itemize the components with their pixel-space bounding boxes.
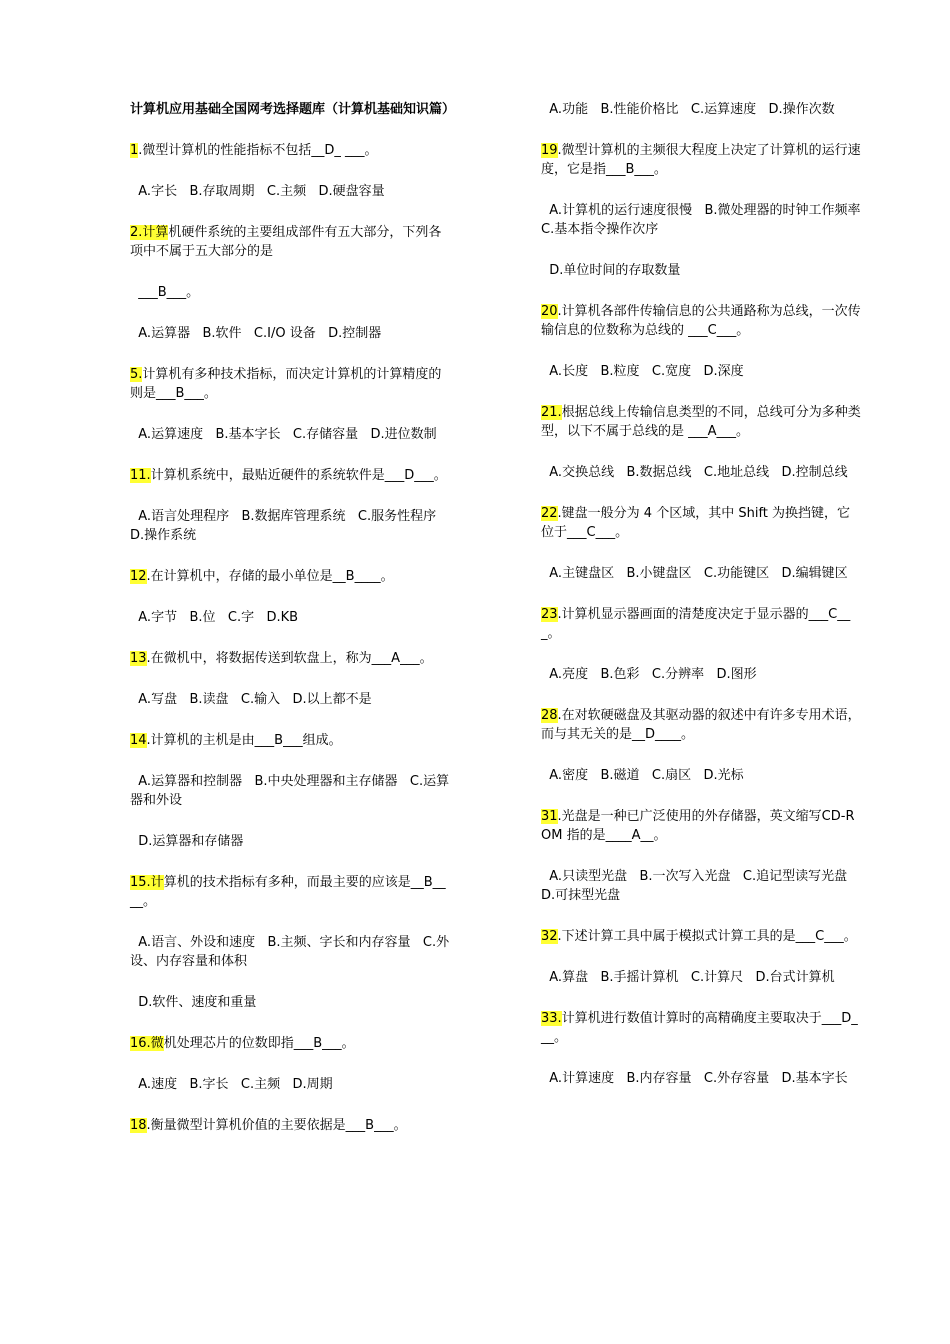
question-text: [130, 365, 450, 403]
question-text: [541, 504, 863, 542]
paragraph-text: A.语言处理程序 B.数据库管理系统 C.服务性程序 D.操作系统: [130, 509, 449, 543]
question-number-highlight: 14: [130, 733, 147, 748]
question-text: [130, 567, 450, 586]
answer-options: [541, 362, 863, 381]
question-number-highlight: 2.计算: [130, 225, 169, 240]
paragraph-text: .在微机中，将数据传送到软盘上，称为___A___。: [146, 651, 433, 666]
paragraph-text: A.功能 B.性能价格比 C.运算速度 D.操作次数: [541, 102, 835, 117]
question-text: [130, 223, 450, 261]
answer-options: [130, 772, 450, 810]
question-number-highlight: 21.: [541, 405, 562, 420]
paragraph-text: A.语言、外设和速度 B.主频、字长和内存容量 C.外设、内存容量和体积: [130, 935, 450, 969]
paragraph-text: A.亮度 B.色彩 C.分辨率 D.图形: [541, 667, 757, 682]
question-text: [130, 466, 450, 485]
paragraph-text: .下述计算工具中属于模拟式计算工具的是___C___。: [557, 929, 857, 944]
answer-options: [541, 968, 863, 987]
question-number-highlight: 32: [541, 929, 558, 944]
question-text: [541, 1009, 863, 1047]
paragraph-text: .在计算机中，存储的最小单位是__B____。: [146, 569, 394, 584]
paragraph-text: A.密度 B.磁道 C.扇区 D.光标: [541, 768, 744, 783]
question-number-highlight: 31: [541, 809, 558, 824]
question-text: [541, 807, 863, 845]
question-number-highlight: 18: [130, 1118, 147, 1133]
answer-options: [541, 766, 863, 785]
answer-options: [130, 507, 450, 545]
answer-options: [541, 1069, 863, 1088]
question-text: [130, 873, 450, 911]
paragraph-text: A.字长 B.存取周期 C.主频 D.硬盘容量: [130, 184, 385, 199]
paragraph-text: A.交换总线 B.数据总线 C.地址总线 D.控制总线: [541, 465, 848, 480]
answer-options: [541, 867, 863, 905]
answer-options: [541, 201, 873, 239]
question-text: [130, 1116, 450, 1135]
answer-options: [130, 182, 450, 201]
answer-options: [130, 1075, 450, 1094]
paragraph-text: .计算机的主机是由___B___组成。: [146, 733, 342, 748]
question-text: [541, 403, 863, 441]
answer-options: [130, 608, 450, 627]
paragraph-text: .键盘一般分为 4 个区域，其中 Shift 为换挡键，它位于___C___。: [541, 506, 851, 540]
paragraph-text: A.计算速度 B.内存容量 C.外存容量 D.基本字长: [541, 1071, 848, 1086]
question-text: [541, 302, 863, 340]
question-number-highlight: 13: [130, 651, 147, 666]
paragraph-text: A.运算器和控制器 B.中央处理器和主存储器 C.运算器和外设: [130, 774, 450, 808]
answer-options: [541, 665, 863, 684]
question-number-highlight: 15.计: [130, 875, 164, 890]
answer-options: [130, 324, 450, 343]
question-number-highlight: 23: [541, 607, 558, 622]
question-number-highlight: 16.微: [130, 1036, 164, 1051]
paragraph-text: A.计算机的运行速度很慢 B.微处理器的时钟工作频率 C.基本指令操作次序: [541, 203, 873, 237]
document-title: 计算机应用基础全国网考选择题库（计算机基础知识篇）: [130, 102, 456, 117]
paragraph-text: D.运算器和存储器: [130, 834, 244, 849]
paragraph-text: A.算盘 B.手摇计算机 C.计算尺 D.台式计算机: [541, 970, 835, 985]
question-number-highlight: 5.: [130, 367, 143, 382]
paragraph-text: 机硬件系统的主要组成部件有五大部分，下列各项中不属于五大部分的是: [130, 225, 442, 259]
question-number-highlight: 19: [541, 143, 558, 158]
question-number-highlight: 33.: [541, 1011, 562, 1026]
paragraph-text: .计算机各部件传输信息的公共通路称为总线，一次传输信息的位数称为总线的 ___C___。: [541, 304, 861, 338]
answer-options: [130, 832, 450, 851]
paragraph-text: 机处理芯片的位数即指___B___。: [163, 1036, 355, 1051]
answer-options: [130, 993, 450, 1012]
paragraph-text: 计算机有多种技术指标，而决定计算机的计算精度的则是___B___。: [130, 367, 442, 401]
left-question-list: [130, 141, 450, 1135]
answer-options: [130, 283, 450, 302]
paragraph-text: .微型计算机的性能指标不包括__D_ ___。: [138, 143, 378, 158]
answer-options: [130, 933, 450, 971]
right-question-list: [541, 100, 873, 1088]
paragraph-text: .光盘是一种已广泛使用的外存储器，英文缩写CD-ROM 指的是____A__。: [541, 809, 855, 843]
paragraph-text: A.运算速度 B.基本字长 C.存储容量 D.进位数制: [130, 427, 437, 442]
question-number-highlight: 12: [130, 569, 147, 584]
paragraph-text: .计算机显示器画面的清楚度决定于显示器的___C___。: [541, 607, 851, 641]
question-number-highlight: 28: [541, 708, 558, 723]
question-text: [130, 141, 450, 160]
answer-options: [541, 100, 863, 119]
paragraph-text: 计算机系统中，最贴近硬件的系统软件是___D___。: [150, 468, 447, 483]
answer-options: [130, 690, 450, 709]
paragraph-text: D.单位时间的存取数量: [541, 263, 681, 278]
question-text: [130, 1034, 450, 1053]
paragraph-text: A.主键盘区 B.小键盘区 C.功能键区 D.编辑键区: [541, 566, 848, 581]
question-number-highlight: 1: [130, 143, 139, 158]
paragraph-text: A.长度 B.粒度 C.宽度 D.深度: [541, 364, 744, 379]
question-text: [130, 649, 450, 668]
paragraph-text: 计算机进行数值计算时的高精确度主要取决于___D___。: [541, 1011, 858, 1045]
paragraph-text: A.字节 B.位 C.字 D.KB: [130, 610, 299, 625]
paragraph-text: A.速度 B.字长 C.主频 D.周期: [130, 1077, 333, 1092]
answer-options: [541, 261, 863, 280]
question-text: [541, 927, 863, 946]
answer-options: [541, 463, 863, 482]
paragraph-text: .在对软硬磁盘及其驱动器的叙述中有许多专用术语，而与其无关的是__D____。: [541, 708, 861, 742]
paragraph-text: A.运算器 B.软件 C.I/O 设备 D.控制器: [130, 326, 382, 341]
paragraph-text: 根据总线上传输信息类型的不同，总线可分为多种类型，以下不属于总线的是 ___A___。: [541, 405, 861, 439]
answer-options: [130, 425, 450, 444]
answer-options: [541, 564, 863, 583]
question-number-highlight: 11.: [130, 468, 151, 483]
paragraph-text: 算机的技术指标有多种，而最主要的应该是__B____。: [130, 875, 446, 909]
question-text: [541, 706, 863, 744]
paragraph-text: .衡量微型计算机价值的主要依据是___B___。: [146, 1118, 407, 1133]
paragraph-text: ___B___。: [130, 285, 200, 300]
paragraph-text: A.只读型光盘 B.一次写入光盘 C.追记型读写光盘 D.可抹型光盘: [541, 869, 860, 903]
question-text: [130, 731, 450, 750]
question-number-highlight: 20: [541, 304, 558, 319]
paragraph-text: .微型计算机的主频很大程度上决定了计算机的运行速度，它是指___B___。: [541, 143, 861, 177]
question-number-highlight: 22: [541, 506, 558, 521]
question-text: [541, 141, 863, 179]
question-text: [541, 605, 863, 643]
left-column: [130, 100, 456, 1157]
paragraph-text: D.软件、速度和重量: [130, 995, 257, 1010]
paragraph-text: A.写盘 B.读盘 C.输入 D.以上都不是: [130, 692, 372, 707]
right-column: [541, 100, 873, 1110]
